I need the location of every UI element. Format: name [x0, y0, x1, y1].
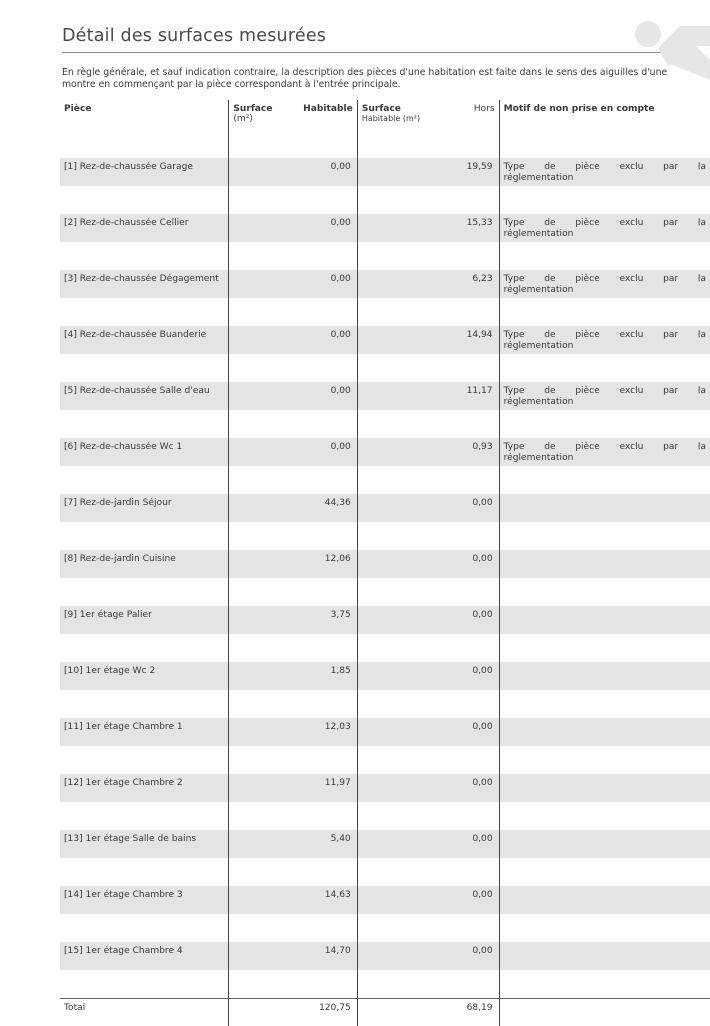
- row-gap-cell: [357, 354, 499, 382]
- row-gap-cell: [357, 634, 499, 662]
- motif-word: par: [663, 274, 679, 284]
- motif-word: exclu: [619, 218, 644, 228]
- table-row: [60, 830, 710, 858]
- row-gap-cell: [60, 914, 229, 942]
- row-gap-cell: [357, 970, 499, 998]
- header-habitable-unit: (m²): [233, 114, 253, 124]
- motif-word: la: [697, 162, 706, 172]
- row-gap-cell: [357, 746, 499, 774]
- total-label: Total: [60, 998, 229, 1026]
- cell-hors-habitable: 0,00: [357, 662, 499, 690]
- cell-motif: [499, 270, 710, 298]
- cell-hors-habitable: 14,94: [357, 326, 499, 354]
- cell-motif: [499, 718, 710, 746]
- row-gap-cell: [60, 690, 229, 718]
- row-gap-cell: [499, 578, 710, 606]
- row-gap-cell: [499, 746, 710, 774]
- table-row: [60, 718, 710, 746]
- row-gap: [60, 354, 710, 382]
- cell-piece: [10] 1er étage Wc 2: [60, 662, 229, 690]
- motif-line2: réglementation: [503, 452, 574, 463]
- total-habitable: 120,75: [229, 998, 357, 1026]
- cell-motif: [499, 942, 710, 970]
- row-gap-cell: [499, 858, 710, 886]
- row-gap-cell: [499, 410, 710, 438]
- cell-piece: [15] 1er étage Chambre 4: [60, 942, 229, 970]
- motif-word: exclu: [619, 330, 644, 340]
- row-gap-cell: [229, 914, 357, 942]
- cell-habitable: 0,00: [229, 214, 357, 242]
- row-gap: [60, 578, 710, 606]
- row-gap-cell: [499, 634, 710, 662]
- row-gap-cell: [499, 522, 710, 550]
- cell-hors-habitable: 0,00: [357, 550, 499, 578]
- row-gap-cell: [60, 466, 229, 494]
- motif-word: exclu: [619, 274, 644, 284]
- row-gap-cell: [357, 522, 499, 550]
- table-row: [60, 214, 710, 242]
- row-gap: [60, 298, 710, 326]
- motif-word: par: [663, 330, 679, 340]
- cell-motif: [499, 326, 710, 354]
- surfaces-table: [60, 100, 710, 1026]
- motif-line1: [504, 218, 706, 229]
- cell-habitable: 5,40: [229, 830, 357, 858]
- cell-motif: [499, 830, 710, 858]
- header-piece: [60, 100, 229, 130]
- motif-word: par: [663, 442, 679, 452]
- row-gap: [60, 858, 710, 886]
- row-gap: [60, 466, 710, 494]
- motif-line2: réglementation: [503, 396, 574, 407]
- motif-word: Type: [503, 274, 525, 284]
- motif-word: Type: [503, 442, 525, 452]
- cell-habitable: 11,97: [229, 774, 357, 802]
- table-row: [60, 270, 710, 298]
- row-gap-cell: [499, 690, 710, 718]
- motif-word: de: [544, 442, 556, 452]
- row-gap-cell: [499, 914, 710, 942]
- motif-word: pièce: [575, 386, 600, 396]
- row-gap: [60, 802, 710, 830]
- row-gap-cell: [499, 242, 710, 270]
- cell-piece: [14] 1er étage Chambre 3: [60, 886, 229, 914]
- row-gap-cell: [499, 186, 710, 214]
- total-row: [60, 998, 710, 1026]
- table-row: [60, 382, 710, 410]
- motif-word: par: [663, 386, 679, 396]
- cell-piece: [13] 1er étage Salle de bains: [60, 830, 229, 858]
- table-row: [60, 886, 710, 914]
- cell-habitable: 14,63: [229, 886, 357, 914]
- row-gap-cell: [357, 466, 499, 494]
- intro-text: [62, 67, 670, 91]
- row-gap-cell: [357, 410, 499, 438]
- cell-motif: [499, 382, 710, 410]
- cell-piece: [4] Rez-de-chaussée Buanderie: [60, 326, 229, 354]
- row-gap-cell: [60, 970, 229, 998]
- row-gap: [60, 914, 710, 942]
- motif-word: pièce: [575, 330, 600, 340]
- header-hors-line1: Surface: [361, 104, 401, 114]
- row-gap-cell: [229, 242, 357, 270]
- page-title: Détail des surfaces mesurées: [62, 26, 327, 46]
- cell-habitable: 44,36: [229, 494, 357, 522]
- cell-hors-habitable: 0,00: [357, 886, 499, 914]
- motif-line2: réglementation: [503, 228, 574, 239]
- total-hors-habitable: 68,19: [357, 998, 499, 1026]
- header-motif-label: Motif de non prise en compte: [503, 104, 655, 114]
- row-gap-cell: [499, 298, 710, 326]
- cell-habitable: 12,03: [229, 718, 357, 746]
- table-row: [60, 438, 710, 466]
- cell-piece: [3] Rez-de-chaussée Dégagement: [60, 270, 229, 298]
- motif-word: Type: [503, 386, 525, 396]
- row-gap: [60, 970, 710, 998]
- row-gap-cell: [60, 522, 229, 550]
- cell-hors-habitable: 0,00: [357, 494, 499, 522]
- cell-hors-habitable: 15,33: [357, 214, 499, 242]
- motif-word: Type: [503, 218, 525, 228]
- cell-piece: [5] Rez-de-chaussée Salle d'eau: [60, 382, 229, 410]
- header-hors-line2: Hors: [473, 104, 495, 114]
- row-gap-cell: [60, 746, 229, 774]
- motif-line2: réglementation: [503, 172, 574, 183]
- row-gap-cell: [229, 130, 357, 158]
- motif-word: Type: [503, 162, 525, 172]
- row-gap-cell: [357, 130, 499, 158]
- row-gap-cell: [60, 578, 229, 606]
- cell-piece: [1] Rez-de-chaussée Garage: [60, 158, 229, 186]
- row-gap-cell: [357, 242, 499, 270]
- row-gap-cell: [60, 634, 229, 662]
- cell-motif: [499, 494, 710, 522]
- table-row: [60, 550, 710, 578]
- row-gap-cell: [357, 578, 499, 606]
- motif-word: la: [697, 330, 706, 340]
- cell-habitable: 0,00: [229, 158, 357, 186]
- cell-hors-habitable: 0,00: [357, 774, 499, 802]
- table-row: [60, 774, 710, 802]
- motif-word: la: [697, 274, 706, 284]
- cell-habitable: 0,00: [229, 382, 357, 410]
- cell-motif: [499, 662, 710, 690]
- cell-piece: [11] 1er étage Chambre 1: [60, 718, 229, 746]
- cell-habitable: 0,00: [229, 270, 357, 298]
- motif-line1: [504, 274, 706, 285]
- cell-habitable: 1,85: [229, 662, 357, 690]
- title-divider: [62, 52, 672, 53]
- cell-motif: [499, 774, 710, 802]
- row-gap-cell: [229, 578, 357, 606]
- header-piece-label: Pièce: [64, 104, 92, 114]
- cell-motif: [499, 158, 710, 186]
- row-gap-cell: [60, 354, 229, 382]
- cell-motif: [499, 886, 710, 914]
- table-row: [60, 326, 710, 354]
- table-header-row: [60, 100, 710, 130]
- row-gap-cell: [60, 802, 229, 830]
- motif-word: la: [697, 442, 706, 452]
- row-gap-cell: [499, 970, 710, 998]
- header-habitable-line2: Habitable: [303, 104, 353, 114]
- cell-hors-habitable: 0,93: [357, 438, 499, 466]
- motif-word: par: [663, 162, 679, 172]
- cell-motif: [499, 606, 710, 634]
- motif-line1: [504, 330, 706, 341]
- motif-word: de: [544, 218, 556, 228]
- row-gap: [60, 746, 710, 774]
- table-body: [60, 130, 710, 1026]
- cell-habitable: 0,00: [229, 438, 357, 466]
- cell-motif: [499, 438, 710, 466]
- cell-hors-habitable: 6,23: [357, 270, 499, 298]
- row-gap-cell: [357, 186, 499, 214]
- motif-line1: [504, 162, 706, 173]
- row-gap-cell: [229, 970, 357, 998]
- row-gap-cell: [229, 354, 357, 382]
- total-motif-empty: [499, 998, 710, 1026]
- cell-hors-habitable: 0,00: [357, 718, 499, 746]
- row-gap: [60, 634, 710, 662]
- row-gap-cell: [499, 130, 710, 158]
- cell-habitable: 0,00: [229, 326, 357, 354]
- cell-habitable: 14,70: [229, 942, 357, 970]
- row-gap-cell: [499, 466, 710, 494]
- cell-piece: [9] 1er étage Palier: [60, 606, 229, 634]
- row-gap-cell: [60, 858, 229, 886]
- table-row: [60, 158, 710, 186]
- cell-hors-habitable: 11,17: [357, 382, 499, 410]
- row-gap-cell: [60, 186, 229, 214]
- cell-piece: [2] Rez-de-chaussée Cellier: [60, 214, 229, 242]
- motif-line1: [504, 442, 706, 453]
- row-gap-cell: [60, 130, 229, 158]
- motif-word: pièce: [575, 274, 600, 284]
- row-gap-cell: [229, 802, 357, 830]
- row-gap: [60, 186, 710, 214]
- cell-hors-habitable: 19,59: [357, 158, 499, 186]
- row-gap-cell: [357, 858, 499, 886]
- row-gap: [60, 410, 710, 438]
- motif-word: Type: [503, 330, 525, 340]
- cell-habitable: 3,75: [229, 606, 357, 634]
- motif-word: de: [544, 386, 556, 396]
- intro-paragraph: En règle générale, et sauf indication contraire, la description des pièces d'une habitation est faite dans le sens des aiguilles d'une montre en commençant par la pièce correspondant à l'entrée principale.: [62, 67, 668, 90]
- table-row: [60, 942, 710, 970]
- header-motif: [499, 100, 710, 130]
- motif-word: de: [544, 330, 556, 340]
- row-gap-cell: [357, 914, 499, 942]
- row-gap-cell: [229, 858, 357, 886]
- row-gap-cell: [499, 802, 710, 830]
- motif-word: exclu: [619, 442, 644, 452]
- row-gap-cell: [60, 410, 229, 438]
- motif-word: exclu: [619, 386, 644, 396]
- row-gap-cell: [499, 354, 710, 382]
- row-gap: [60, 690, 710, 718]
- motif-word: pièce: [575, 442, 600, 452]
- motif-word: de: [544, 162, 556, 172]
- motif-line2: réglementation: [503, 284, 574, 295]
- row-gap-cell: [357, 802, 499, 830]
- row-gap-cell: [229, 522, 357, 550]
- row-gap-cell: [229, 466, 357, 494]
- cell-hors-habitable: 0,00: [357, 942, 499, 970]
- cell-motif: [499, 214, 710, 242]
- cell-hors-habitable: 0,00: [357, 606, 499, 634]
- row-gap-cell: [60, 298, 229, 326]
- cell-piece: [6] Rez-de-chaussée Wc 1: [60, 438, 229, 466]
- row-gap: [60, 130, 710, 158]
- motif-word: par: [663, 218, 679, 228]
- table-row: [60, 606, 710, 634]
- motif-word: exclu: [619, 162, 644, 172]
- header-habitable-line1: Surface: [233, 104, 273, 114]
- header-surface-hors: [357, 100, 499, 130]
- row-gap-cell: [229, 746, 357, 774]
- cell-motif: [499, 550, 710, 578]
- row-gap: [60, 522, 710, 550]
- cell-hors-habitable: 0,00: [357, 830, 499, 858]
- motif-word: pièce: [575, 218, 600, 228]
- motif-word: pièce: [575, 162, 600, 172]
- motif-word: la: [697, 386, 706, 396]
- row-gap-cell: [60, 242, 229, 270]
- cell-piece: [8] Rez-de-jardin Cuisine: [60, 550, 229, 578]
- motif-line1: [504, 386, 706, 397]
- cell-habitable: 12,06: [229, 550, 357, 578]
- row-gap-cell: [229, 410, 357, 438]
- row-gap-cell: [357, 690, 499, 718]
- motif-word: de: [544, 274, 556, 284]
- table-row: [60, 494, 710, 522]
- cell-piece: [12] 1er étage Chambre 2: [60, 774, 229, 802]
- header-hors-unit: Habitable (m²): [361, 114, 421, 123]
- row-gap-cell: [357, 298, 499, 326]
- motif-line2: réglementation: [503, 340, 574, 351]
- header-surface-habitable: [229, 100, 357, 130]
- row-gap-cell: [229, 298, 357, 326]
- row-gap-cell: [229, 634, 357, 662]
- cell-piece: [7] Rez-de-jardin Séjour: [60, 494, 229, 522]
- table-row: [60, 662, 710, 690]
- row-gap: [60, 242, 710, 270]
- row-gap-cell: [229, 690, 357, 718]
- row-gap-cell: [229, 186, 357, 214]
- motif-word: la: [697, 218, 706, 228]
